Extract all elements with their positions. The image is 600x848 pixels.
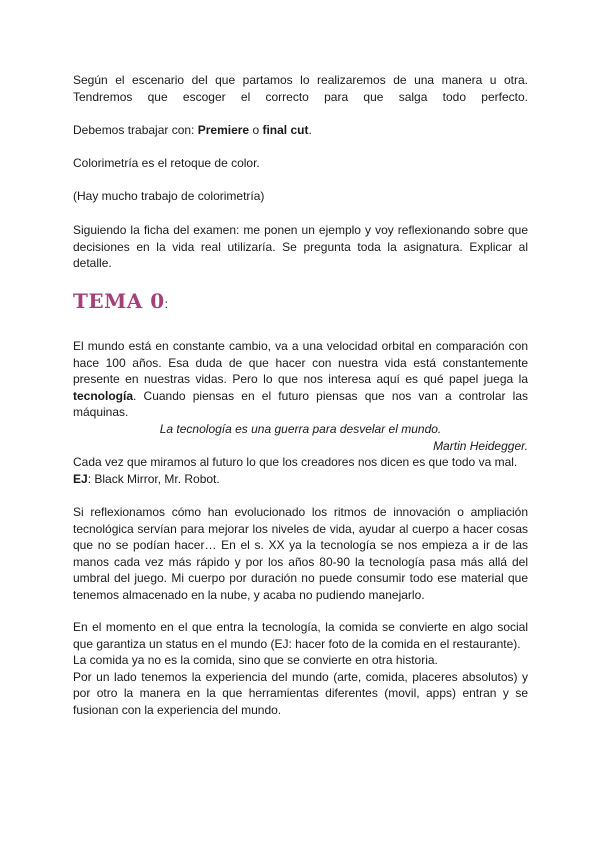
quote-author: Martin Heidegger. xyxy=(433,438,528,453)
paragraph-innovation: Si reflexionamos cómo han evolucionado los ritmos de innovación o ampliación tecnológica servían para mejorar los niveles de vida, ayudar al cuerpo a hacer cosas que no se podían hacer… En el s. XX ya la tecnología se nos empieza a ir de las manos cada vez más rápido y por los años 80-90 la tecnología pasa más allá del umbral del juego. Mi cuerpo por duración no puede consumir todo ese material que tenemos almacenado en la nube, y acaba no pudiendo manejarlo. xyxy=(73,505,528,602)
intro-text-a: El mundo está en constante cambio, va a una velocidad orbital en comparación con hace 100 años. Esa duda de que hacer con nuestra vida está constantemente presente en nuestras vidas. Pero lo que nos interesa aquí es qué papel juega la xyxy=(73,339,528,387)
heading-colon: : xyxy=(164,297,169,311)
ej-label: EJ xyxy=(73,471,88,486)
tools-or: o xyxy=(249,123,263,137)
future-line: Cada vez que miramos al futuro lo que los creadores nos dicen es que todo va mal. xyxy=(73,455,518,469)
paragraph-future xyxy=(73,454,528,487)
section-heading xyxy=(73,289,169,313)
paragraph-colorimetry: Colorimetría es el retoque de color. xyxy=(73,156,260,170)
quote-block xyxy=(73,421,528,454)
paragraph-scenario: Según el escenario del que partamos lo realizaremos de una manera u otra. Tendremos que escoger el correcto para que salga todo perfecto. xyxy=(73,73,528,104)
paragraph-tools xyxy=(73,122,528,139)
food-line-1: En el momento en el que entra la tecnología, la comida se convierte en algo social que garantiza un status en el mundo (EJ: hacer foto de la comida en el restaurante). xyxy=(73,620,528,651)
tool-final-cut: final cut xyxy=(262,123,309,137)
heading-title: TEMA 0 xyxy=(73,289,165,313)
food-line-2: La comida ya no es la comida, sino que se convierte en otra historia. xyxy=(73,653,438,668)
tool-premiere: Premiere xyxy=(197,123,250,137)
ej-text: : Black Mirror, Mr. Robot. xyxy=(87,471,220,486)
tools-prefix: Debemos trabajar con: xyxy=(73,123,198,137)
tools-suffix: . xyxy=(308,123,312,137)
paragraph-food xyxy=(73,619,528,719)
intro-text-b: . Cuando piensas en el futuro piensas que nos van a controlar las máquinas. xyxy=(73,388,528,420)
food-line-3: Por un lado tenemos la experiencia del mundo (arte, comida, placeres absolutos) y por otro la manera en la que herramientas diferentes (movil, apps) entran y se fusionan con la experiencia del mundo. xyxy=(73,669,528,717)
paragraph-exam: Siguiendo la ficha del examen: me ponen un ejemplo y voy reflexionando sobre que decisiones en la vida real utilizaría. Se pregunta toda la asignatura. Explicar al detalle. xyxy=(73,223,528,271)
quote-text: La tecnología es una guerra para desvelar el mundo. xyxy=(159,422,442,436)
paragraph-colorimetry-note: (Hay mucho trabajo de colorimetría) xyxy=(73,189,265,203)
paragraph-intro xyxy=(73,338,528,421)
intro-bold-tecnologia: tecnología xyxy=(73,388,134,403)
